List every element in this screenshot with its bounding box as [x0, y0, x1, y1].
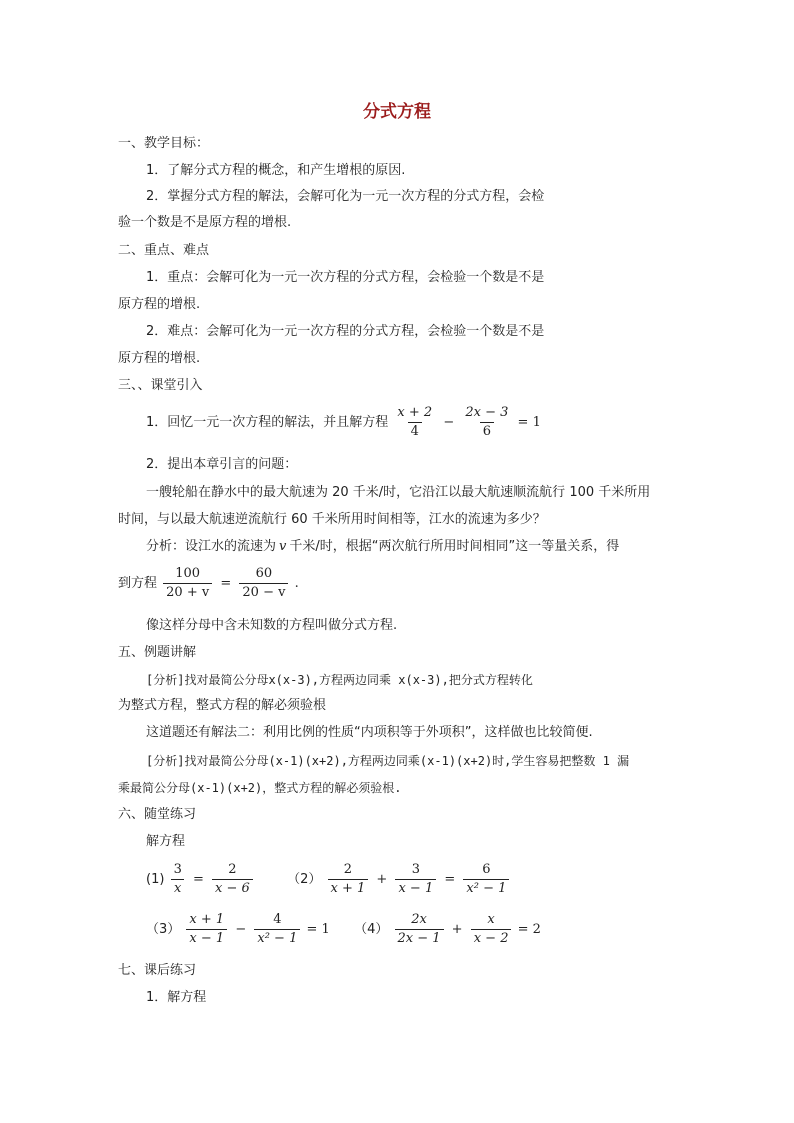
objective-item-2-line-2: 验一个数是不是原方程的增根. [118, 215, 292, 230]
fraction-numerator: x [487, 912, 495, 927]
recall-equation-line [146, 403, 541, 443]
intro-item-2: 2．提出本章引言的问题： [146, 457, 298, 472]
fraction-numerator: 2 [228, 862, 237, 877]
equals-sign: = [192, 872, 204, 887]
fraction-numerator: 2 [343, 862, 353, 877]
problem-line-2: 时间，与以最大航速逆流航行 60 千米所用时间相等，江水的流速为多少？ [118, 512, 546, 527]
fraction [328, 862, 369, 897]
section-heading-key-points: 二、重点、难点 [118, 243, 210, 258]
practice-row-1 [146, 859, 511, 901]
analysis-line [146, 538, 619, 556]
section-heading-objectives: 一、教学目标： [118, 136, 210, 151]
fraction-denominator: 4 [408, 422, 422, 440]
fraction-denominator: x² − 1 [254, 929, 300, 947]
minus-sign: − [235, 922, 247, 937]
fraction-denominator: x² − 1 [463, 879, 509, 897]
equation-end: . [294, 576, 299, 591]
equals-sign: = [220, 576, 232, 591]
homework-item-1: 1．解方程 [146, 990, 207, 1005]
fraction-numerator: 2x [411, 912, 427, 927]
fraction [163, 566, 212, 601]
fraction-numerator: 60 [255, 566, 273, 581]
key-point-2-line-2: 原方程的增根. [118, 351, 201, 366]
plus-sign: + [376, 872, 388, 887]
analysis-text-post: 千米/时，根据“两次航行所用时间相同”这一等量关系，得 [289, 539, 620, 554]
fraction-numerator: 100 [175, 566, 201, 581]
equation-line [118, 563, 299, 605]
section-heading-examples: 五、例题讲解 [118, 645, 197, 660]
variable-v: v [279, 539, 287, 554]
fraction-numerator: 3 [411, 862, 420, 877]
fraction-numerator: 4 [273, 912, 282, 927]
question-label: (1) [146, 872, 165, 887]
equals-sign: = [444, 872, 456, 887]
equation-rhs: = 2 [517, 922, 541, 937]
example-analysis-2-line-2: 乘最简公分母(x-1)(x+2)，整式方程的解必须验根. [118, 781, 402, 795]
recall-text: 1．回忆一元一次方程的解法，并且解方程 [146, 415, 389, 430]
fraction [239, 566, 288, 601]
fraction-denominator: 20 + v [163, 583, 212, 601]
fraction [394, 405, 435, 440]
problem-line-1: 一艘轮船在静水中的最大航速为 20 千米/时，它沿江以最大航速顺流航行 100 千米所用 [146, 485, 651, 500]
definition-text: 像这样分母中含未知数的方程叫做分式方程. [146, 618, 398, 633]
alternative-method: 这道题还有解法二：利用比例的性质“内项积等于外项积”，这样做也比较简便. [146, 725, 593, 740]
practice-instruction: 解方程 [146, 834, 186, 849]
fraction-denominator: 2x − 1 [395, 929, 444, 947]
plus-sign: + [451, 922, 463, 937]
equation-prefix: 到方程 [118, 576, 158, 591]
fraction-denominator: x + 1 [328, 879, 369, 897]
example-analysis-2-line-1: [分析]找对最简公分母(x-1)(x+2),方程两边同乘(x-1)(x+2)时,学生容易把整数 1 漏 [146, 754, 630, 768]
question-label: （3） [146, 922, 181, 937]
page-title: 分式方程 [363, 102, 431, 122]
fraction-denominator: x − 1 [186, 929, 227, 947]
equation-rhs: = 1 [517, 415, 541, 430]
fraction [395, 862, 436, 897]
fraction [186, 912, 227, 947]
fraction [463, 862, 509, 897]
fraction-denominator: x − 6 [212, 879, 253, 897]
section-heading-homework: 七、课后练习 [118, 963, 197, 978]
fraction-denominator: 20 − v [239, 583, 288, 601]
fraction-denominator: x [171, 879, 184, 897]
fraction [471, 912, 512, 947]
fraction-numerator: 3 [173, 862, 182, 877]
question-label: （2） [287, 872, 322, 887]
fraction-numerator: x + 1 [189, 912, 225, 927]
key-point-1-line-1: 1．重点：会解可化为一元一次方程的分式方程，会检验一个数是不是 [146, 270, 545, 285]
fraction [254, 912, 300, 947]
fraction [462, 405, 511, 440]
fraction [212, 862, 253, 897]
fraction-denominator: x − 2 [471, 929, 512, 947]
key-point-2-line-1: 2．难点：会解可化为一元一次方程的分式方程，会检验一个数是不是 [146, 324, 545, 339]
objective-item-1: 1．了解分式方程的概念，和产生增根的原因. [146, 163, 406, 178]
question-label: （4） [354, 922, 389, 937]
fraction-denominator: 6 [480, 422, 494, 440]
key-point-1-line-2: 原方程的增根. [118, 297, 201, 312]
analysis-text-pre: 分析：设江水的流速为 [146, 539, 277, 554]
section-heading-introduction: 三、、课堂引入 [118, 378, 203, 393]
minus-sign: − [443, 415, 455, 430]
example-analysis-1-line-2: 为整式方程，整式方程的解必须验根 [118, 698, 327, 713]
section-heading-practice: 六、随堂练习 [118, 807, 197, 822]
fraction-numerator: x + 2 [397, 405, 433, 420]
fraction-denominator: x − 1 [395, 879, 436, 897]
practice-row-2 [146, 909, 541, 951]
fraction [171, 862, 185, 897]
fraction-numerator: 2x − 3 [465, 405, 509, 420]
objective-item-2-line-1: 2．掌握分式方程的解法，会解可化为一元一次方程的分式方程，会检 [146, 189, 545, 204]
example-analysis-1-line-1: [分析]找对最简公分母x(x-3),方程两边同乘 x(x-3),把分式方程转化 [146, 673, 533, 687]
fraction-numerator: 6 [482, 862, 491, 877]
equation-rhs: = 1 [306, 922, 330, 937]
fraction [395, 912, 444, 947]
